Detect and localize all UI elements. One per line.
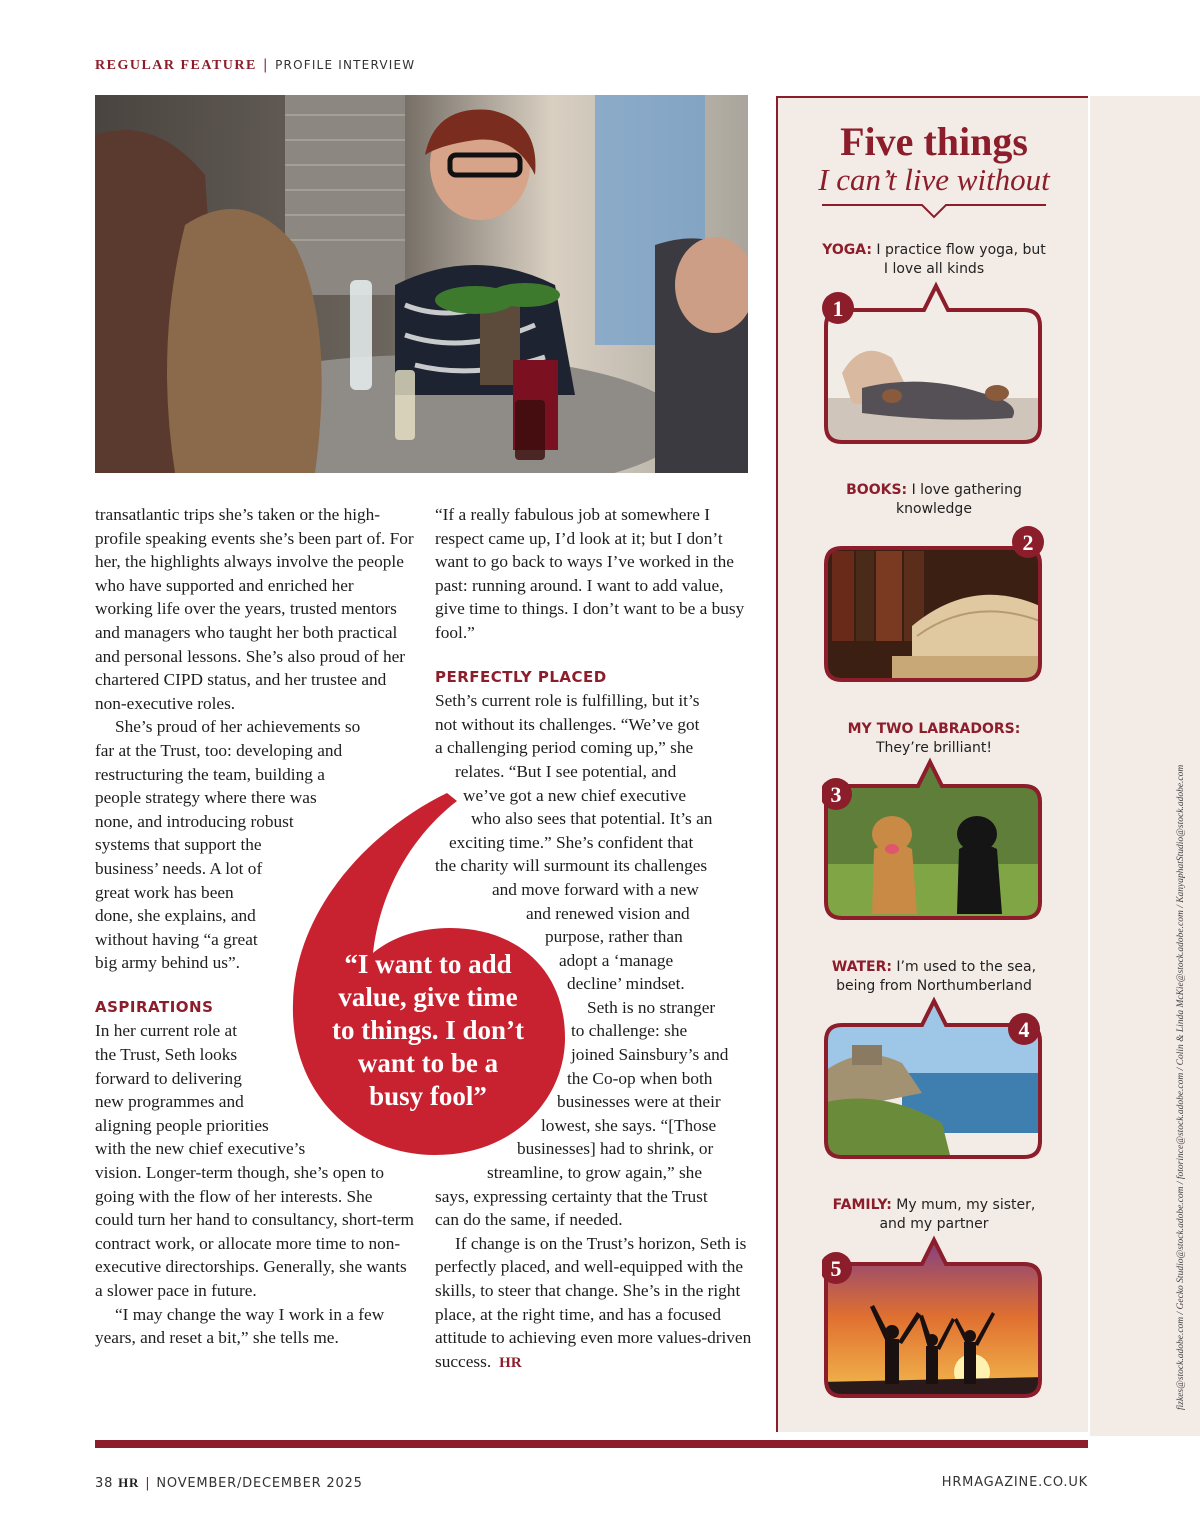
pull-quote-line: “I want to add bbox=[344, 949, 512, 979]
books-photo-icon bbox=[822, 516, 1044, 686]
body-line: streamline, to grow again,” she bbox=[487, 1163, 702, 1183]
page-header bbox=[95, 57, 415, 74]
labradors-photo-icon bbox=[822, 754, 1044, 924]
pull-quote-line: busy fool” bbox=[369, 1081, 487, 1111]
hr-end-mark: HR bbox=[499, 1354, 522, 1371]
body-line: Seth’s current role is fulfilling, but it’s bbox=[435, 691, 700, 711]
item-water-text bbox=[798, 958, 1070, 996]
header-separator: | bbox=[262, 57, 270, 73]
item-label: BOOKS: bbox=[846, 482, 908, 498]
body-line: big army behind us”. bbox=[95, 953, 240, 973]
item-text-line: knowledge bbox=[896, 501, 972, 517]
body-line: with the new chief executive’s bbox=[95, 1139, 306, 1159]
body-line: none, and introducing robust bbox=[95, 811, 294, 831]
page-number: 38 bbox=[95, 1476, 114, 1491]
body-line: relates. “But I see potential, and bbox=[455, 761, 677, 781]
body-line: we’ve got a new chief executive bbox=[463, 785, 687, 805]
body-line: In her current role at bbox=[95, 1021, 238, 1041]
body-line: great work has been bbox=[95, 882, 234, 902]
item-text-line: being from Northumberland bbox=[836, 978, 1032, 994]
website-link[interactable]: HRMAGAZINE.CO.UK bbox=[941, 1475, 1088, 1490]
item-labradors-text bbox=[798, 720, 1070, 758]
item-text-line: I’m used to the sea, bbox=[891, 959, 1037, 975]
body-line: aligning people priorities bbox=[95, 1115, 269, 1135]
body-line: business’ needs. A lot of bbox=[95, 858, 263, 878]
item-number: 3 bbox=[830, 782, 842, 807]
body-line: without having “a great bbox=[95, 929, 258, 949]
sidebar-subtitle: I can’t live without bbox=[818, 162, 1050, 197]
body-line: businesses] had to shrink, or bbox=[517, 1139, 714, 1159]
yoga-photo-icon bbox=[822, 278, 1044, 448]
body-line: joined Sainsbury’s and bbox=[571, 1045, 729, 1065]
body-line: She’s proud of her achievements so bbox=[115, 717, 361, 737]
photo-credits: fizkes@stock.adobe.com / Gecko Studio@stock.adobe.com / fotorince@stock.adobe.com / Colin & Linda McKie@stock.adobe.com / KanyaphatStudio@stock.adobe.com bbox=[1176, 764, 1186, 1410]
body-line: the Trust, Seth looks bbox=[95, 1045, 238, 1065]
body-line: and renewed vision and bbox=[526, 903, 690, 923]
body-line: who also sees that potential. It’s an bbox=[471, 809, 713, 829]
item-number: 2 bbox=[1022, 530, 1034, 555]
pull-quote bbox=[308, 948, 548, 1113]
interview-photo bbox=[95, 95, 748, 473]
body-line: can do the same, if needed. bbox=[435, 1210, 623, 1230]
body-line: Seth is no stranger bbox=[587, 997, 716, 1017]
feature-kicker: REGULAR FEATURE bbox=[95, 58, 257, 73]
item-yoga-text bbox=[798, 241, 1070, 279]
body-line: says, expressing certainty that the Trust bbox=[435, 1186, 708, 1206]
sidebar-title: Five things bbox=[840, 119, 1028, 164]
item-label: FAMILY: bbox=[832, 1197, 892, 1213]
item-text-line: I practice flow yoga, but bbox=[871, 242, 1046, 258]
item-label: MY TWO LABRADORS: bbox=[847, 721, 1021, 737]
body-paragraph bbox=[435, 1232, 753, 1376]
body-line: new programmes and bbox=[95, 1092, 244, 1112]
issue-date: NOVEMBER/DECEMBER 2025 bbox=[156, 1476, 363, 1491]
body-line: adopt a ‘manage bbox=[559, 950, 674, 970]
item-books-text bbox=[798, 481, 1070, 519]
item-family-text bbox=[798, 1196, 1070, 1234]
closing-text: If change is on the Trust’s horizon, Seth is perfectly placed, and well-equipped with the skills, to steer that change. She’s in the right place, at the right time, and has a focused attitude to achieving even more values-driven success. bbox=[435, 1233, 752, 1371]
body-paragraph: “I may change the way I work in a few years, and reset a bit,” she tells me. bbox=[95, 1304, 385, 1348]
item-label: WATER: bbox=[831, 959, 892, 975]
item-number: 1 bbox=[832, 296, 844, 321]
body-line: far at the Trust, too: developing and bbox=[95, 740, 343, 760]
section-label: PROFILE INTERVIEW bbox=[275, 58, 416, 72]
family-sunset-photo-icon bbox=[822, 1232, 1044, 1402]
meeting-photo-icon bbox=[95, 95, 748, 473]
item-number: 4 bbox=[1018, 1017, 1030, 1042]
body-line: a challenging period coming up,” she bbox=[435, 738, 694, 758]
footer-rule bbox=[95, 1440, 1088, 1448]
body-line: exciting time.” She’s confident that bbox=[449, 832, 694, 852]
footer-separator: | bbox=[145, 1476, 151, 1491]
item-text-line: My mum, my sister, bbox=[891, 1197, 1036, 1213]
pull-quote-line: to things. I don’t bbox=[331, 1015, 525, 1045]
footer-folio bbox=[95, 1475, 363, 1491]
body-line: to challenge: she bbox=[571, 1021, 688, 1041]
body-line: done, she explains, and bbox=[95, 906, 256, 926]
body-line: lowest, she says. “[Those bbox=[541, 1115, 717, 1135]
body-line: not without its challenges. “We’ve got bbox=[435, 714, 700, 734]
subhead-aspirations: ASPIRATIONS bbox=[95, 997, 214, 1016]
body-paragraph: vision. Longer-term though, she’s open to going with the flow of her interests. She could turn her hand to consultancy, short-term contract work, or allocate more time to non-executive directorships. Generally, she wants a slower pace in future. bbox=[95, 1163, 414, 1300]
item-label: YOGA: bbox=[822, 242, 872, 258]
body-line: businesses were at their bbox=[557, 1092, 721, 1112]
item-text-line: I love gathering bbox=[907, 482, 1022, 498]
body-line: decline’ mindset. bbox=[567, 974, 685, 994]
five-things-sidebar bbox=[776, 96, 1088, 1432]
body-paragraph: transatlantic trips she’s taken or the high-profile speaking events she’s been part of. For her, the highlights always involve the people who have supported and enriched her working life over the years, trusted mentors and managers who taught her both practical and personal lessons. She’s also proud of her chartered CIPD status, and her trustee and non-executive roles. bbox=[95, 505, 414, 713]
item-number: 5 bbox=[830, 1256, 842, 1281]
coast-photo-icon bbox=[822, 993, 1044, 1163]
body-line: forward to delivering bbox=[95, 1068, 242, 1088]
divider-pointer-icon bbox=[822, 202, 1046, 222]
pull-quote-line: want to be a bbox=[357, 1048, 499, 1078]
body-line: people strategy where there was bbox=[95, 788, 317, 808]
item-text-line: They’re brilliant! bbox=[875, 740, 993, 756]
body-line: and move forward with a new bbox=[492, 879, 699, 899]
item-text-line: I love all kinds bbox=[883, 261, 985, 277]
magazine-name: HR bbox=[118, 1475, 140, 1490]
body-paragraph: “If a really fabulous job at somewhere I respect came up, I’d look at it; but I don’t want to go back to ways I’ve worked in the past: running around. I want to add value, give time to things. I don’t want to be a busy fool.” bbox=[435, 505, 745, 642]
body-line: the Co-op when both bbox=[567, 1068, 713, 1088]
body-line: restructuring the team, building a bbox=[95, 764, 325, 784]
item-text-line: and my partner bbox=[879, 1216, 989, 1232]
body-line: purpose, rather than bbox=[545, 927, 683, 947]
body-line: systems that support the bbox=[95, 835, 262, 855]
body-line: the charity will surmount its challenges bbox=[435, 856, 708, 876]
subhead-perfectly-placed: PERFECTLY PLACED bbox=[435, 667, 607, 686]
pull-quote-line: value, give time bbox=[338, 982, 518, 1012]
